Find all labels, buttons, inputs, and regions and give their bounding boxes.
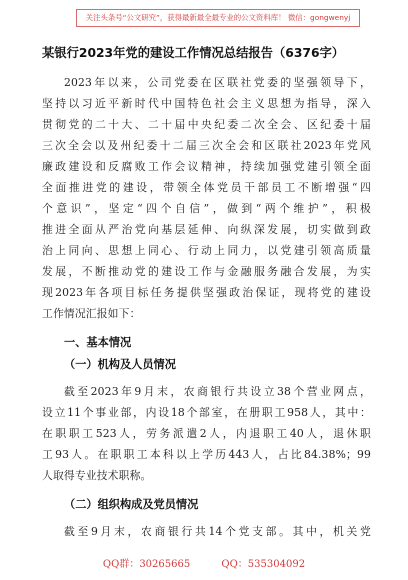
- paragraph-line: 截至2023年9月末，农商银行共设立38个营业网点，: [64, 385, 371, 398]
- paragraph-line: 工作情况汇报如下：: [42, 307, 141, 320]
- document-title: 某银行2023年党的建设工作情况总结报告（6376字）: [42, 46, 345, 60]
- paragraph-line: 三次全会以及州纪委十二届三次全会和区联社2023年党风: [42, 139, 371, 152]
- paragraph-line: 治上同向、思想上同心、行动上同力，以党建引领高质量: [42, 244, 371, 257]
- paragraph-line: 推进全面从严治党向基层延伸、向纵深发展，切实做到政: [42, 223, 371, 236]
- paragraph-line: 人取得专业技术职称。: [42, 469, 152, 482]
- paragraph-line: 全面推进党的建设，带领全体党员干部员工不断增强“四: [42, 181, 371, 194]
- footer-contact: [0, 558, 408, 572]
- subsection-heading: （二）组织构成及党员情况: [64, 498, 199, 511]
- paragraph-line: 贯彻党的二十大、二十届中央纪委二次全会、区纪委十届: [42, 118, 371, 131]
- paragraph-line: 现2023年各项目标任务提供坚强政治保证，现将党的建设: [42, 286, 371, 299]
- paragraph-line: 坚持以习近平新时代中国特色社会主义思想为指导，深入: [42, 97, 371, 110]
- paragraph-line: 个意识”，坚定“四个自信”，做到“两个维护”，积极: [42, 202, 371, 215]
- qq-group-label: QQ群：30265665: [102, 559, 191, 570]
- paragraph-line: 工93人。在职职工本科以上学历443人，占比84.38%；99: [42, 448, 371, 461]
- paragraph-line: 截至9月末，农商银行共14个党支部。其中，机关党: [64, 525, 371, 538]
- paragraph-line: 在职职工523人，劳务派遣2人，内退职工40人，退休职: [42, 427, 371, 440]
- qq-contact-label: QQ：535304092: [221, 559, 306, 570]
- paragraph-line: 设立11个事业部，内设18个部室，在册职工958人，其中：: [42, 406, 371, 419]
- section-heading: 一、基本情况: [64, 336, 132, 349]
- paragraph-line: 2023年以来，公司党委在区联社党委的坚强领导下，: [64, 76, 371, 89]
- subsection-heading: （一）机构及人员情况: [64, 358, 176, 371]
- paragraph-line: 发展，不断推动党的建设工作与金融服务融合发展，为实: [42, 265, 371, 278]
- paragraph-line: 廉政建设和反腐败工作会议精神，持续加强党建引领全面: [42, 160, 371, 173]
- top-promo-banner: 关注头条号“公文研究”，获得最新最全最专业的公文资料库！ 微信：gongwenyj: [76, 9, 360, 27]
